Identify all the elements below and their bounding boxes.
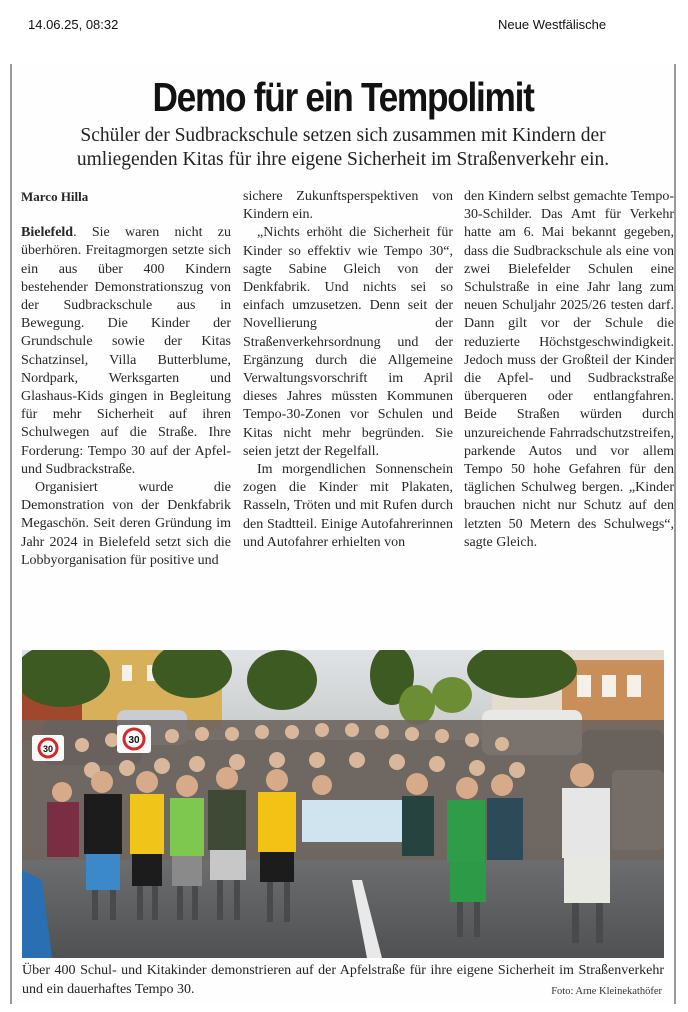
newspaper-name: Neue Westfälische <box>498 17 607 32</box>
sign-number: 30 <box>42 744 54 754</box>
subheadline-line: umliegenden Kitas für ihre eigene Sicherheit im Straßenverkehr ein. <box>76 149 610 170</box>
banner <box>302 800 412 842</box>
paragraph <box>21 224 231 479</box>
tempo-30-sign <box>117 725 151 753</box>
photo-caption: Über 400 Schul- und Kitakinder demonstrieren auf der Apfelstraße für ihre eigene Sicherheit im Straßenverkehr und ein dauerhaftes Tempo 30. <box>22 963 664 997</box>
newspaper-clipping <box>10 64 676 1004</box>
article-column-3 <box>464 188 674 552</box>
article-column-2 <box>243 188 453 552</box>
article-column-1 <box>21 188 231 570</box>
photo-illustration <box>22 650 664 958</box>
tree <box>247 650 317 710</box>
print-header <box>0 17 688 35</box>
dateline: Bielefeld <box>21 225 74 241</box>
paragraph: sichere Zukunftsperspektiven von Kindern ein. <box>243 189 453 223</box>
paragraph: „Nichts erhöht die Sicherheit für Kinder so effektiv wie Tempo 30“, sagte Sabine Gleich von der Denkfabrik. Und nichts sei so einfach umzusetzen. Denn seit der Novellierung der Straßenverkehrsordnung und der Ergänzung durch die Allgemeine Verwaltungsvorschrift im April dieses Jahres müssten Kommunen Tempo-30-Zonen vor Schulen und Kitas nicht mehr begründen. Sie seien jetzt der Regelfall. <box>243 225 453 459</box>
photo-credit: Foto: Arne Kleinekathöfer <box>551 986 662 997</box>
author-byline: Marco Hilla <box>21 189 89 204</box>
print-timestamp: 14.06.25, 08:32 <box>28 17 119 32</box>
sign-number: 30 <box>128 735 140 746</box>
paragraph-text: . Sie waren nicht zu überhören. Freitagmorgen setzte sich ein aus über 400 Kindern bestehender Demonstrationszug von der Sudbrackschule aus in Bewegung. Die Kinder der Grundschule sowie der Kitas Schatzinsel, Villa Butterblume, Nordpark, Werksgarten und Glashaus-Kids gingen in Begleitung für mehr Sicherheit auf ihren Schulwegen auf die Straße. Ihre Forderung: Tempo 30 auf der Apfel- und Sudbrackstraße. <box>21 225 231 477</box>
article-body <box>21 188 674 618</box>
tempo-30-sign <box>32 735 64 761</box>
headline: Demo für ein Tempolimit <box>152 74 534 120</box>
paragraph: Organisiert wurde die Demonstration von der Denkfabrik Megaschön. Seit deren Gründung im Jahr 2024 in Bielefeld setzt sich die Lobbyorganisation für positive und <box>21 480 231 568</box>
subheadline-line: Schüler der Sudbrackschule setzen sich zusammen mit Kindern der <box>80 125 606 146</box>
article-photo <box>22 650 664 958</box>
subheadline <box>12 124 674 172</box>
paragraph: den Kindern selbst gemachte Tempo-30-Schilder. Das Amt für Verkehr hatte am 6. Mai bekannt gegeben, dass die Sudbrackschule als eine von zwei Bielefelder Schulen eine Schulstraße in eine Jahr lang zum neuen Schuljahr 2025/26 testen darf. Dann gilt vor der Schule die reduzierte Höchstgeschwindigkeit. Jedoch muss der Großteil der Kinder die Apfel- und Sudbrackstraße überqueren oder entlangfahren. Beide Straßen würden durch unzureichende Fahrradschutzstreifen, parkende Autos und vor allem Tempo 50 hohe Gefahren für den täglichen Schulweg bergen. „Kinder brauchen nicht nur Schutz auf den letzten 50 Metern des Schulwegs“, sagte Gleich. <box>464 189 674 550</box>
paragraph: Im morgendlichen Sonnenschein zogen die Kinder mit Plakaten, Rasseln, Tröten und mit Rufen durch den Stadtteil. Einige Autofahrerinnen und Autofahrer erhielten von <box>243 462 453 550</box>
